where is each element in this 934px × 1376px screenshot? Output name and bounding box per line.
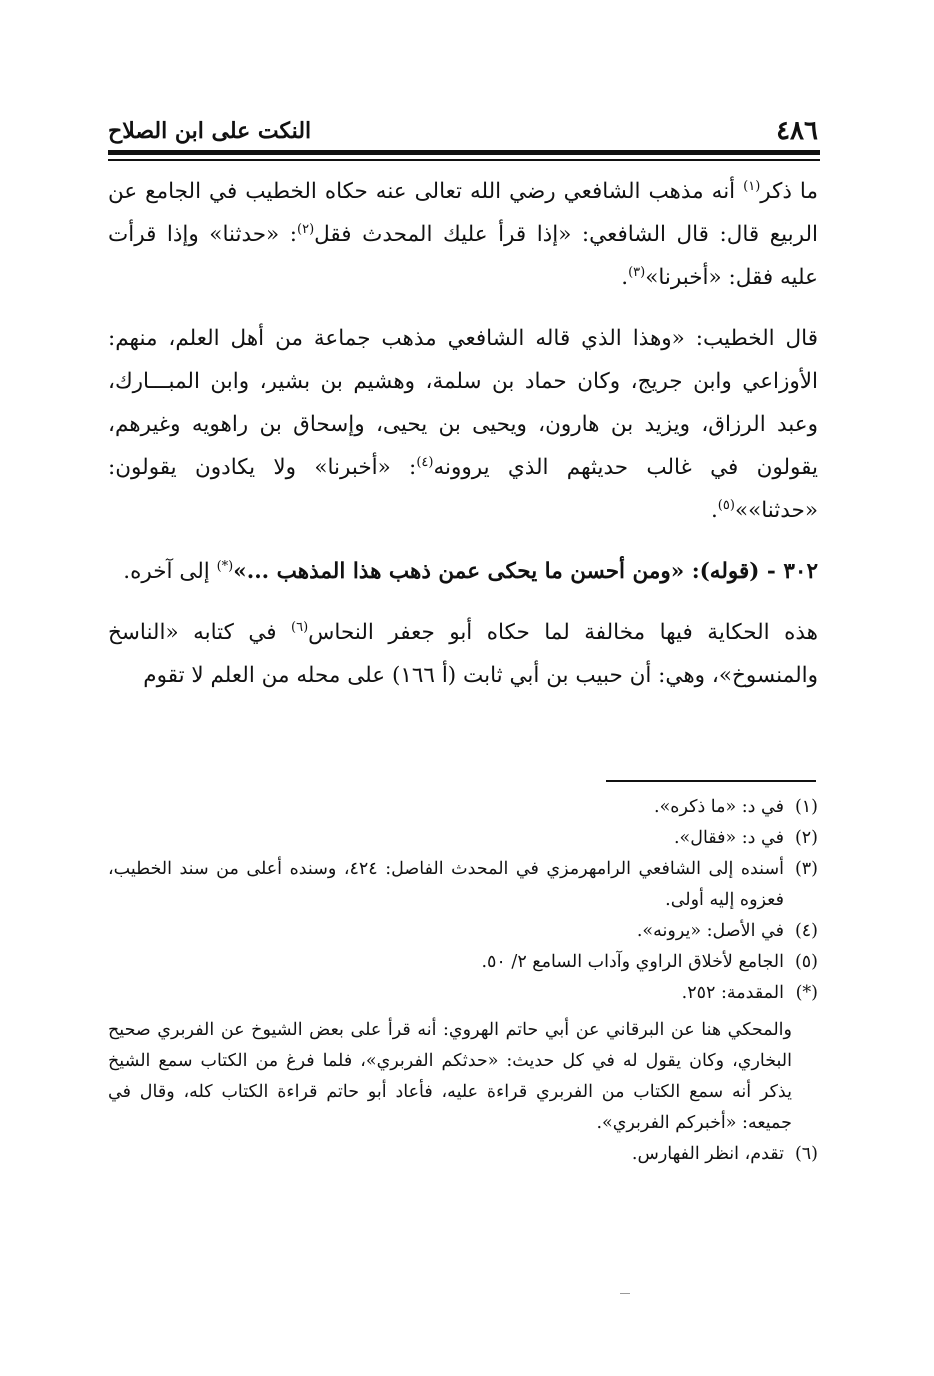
footnote-ref: (*) [216,558,234,574]
text-run: أنه مذهب الشافعي رضي الله تعالى عنه حكاه الخطيب في الجامع عن الربيع قال: قال الشافعي: «إذا قرأ عليك المحدث فقل [108,179,818,247]
text-run: ما ذكر [760,179,818,204]
entry-number: ٣٠٢ [783,559,818,584]
footnote-text: الجامع لأخلاق الراوي وآداب السامع ٢/ ٥٠. [481,952,784,972]
main-text [108,170,818,715]
footnote-number: (١) [794,797,818,817]
footnote-text: في د: «فقال». [673,828,784,848]
footnote-number: (٥) [794,952,818,972]
header-rule-thin [108,159,820,161]
footnote-1 [108,792,818,823]
footnote-number: (٣) [794,859,818,879]
page-number: ٤٨٦ [776,116,818,146]
footnote-rule [606,780,816,782]
header-rule-thick [108,150,820,155]
footnote-number: (*) [795,983,818,1003]
footnote-number: (٦) [794,1144,818,1164]
text-run: قال الخطيب: «وهذا الذي قاله الشافعي مذهب جماعة من أهل العلم، منهم: الأوزاعي وابن جريج، وكان حماد بن سلمة، وهشيم بن بشير، وابن المبـــارك، وعبد الرزاق، ويزيد بن هارون، ويحيى بن يحيى، وإسحاق بن راهويه وغيرهم، يقولون في غالب حديثهم الذي يروونه [108,326,818,480]
footnote-ref: (٦) [291,619,309,635]
text-run: . [710,498,718,523]
footnote-text: في د: «ما ذكره». [654,797,784,817]
paragraph-4 [108,611,818,697]
footnote-5 [108,947,818,978]
footnote-star-continuation: والمحكي هنا عن البرقاني عن أبي حاتم الهروي: أنه قرأ على بعض الشيوخ عن الفربري صحيح البخاري، وكان يقول له في كل حديث: «حدثكم الفربري»، فلما فرغ من الكتاب سمع الشيخ يذكر أنه سمع الكتاب من الفربري قراءة عليه، فأعاد أبو حاتم قراءة الكتاب كله، وقال في جميعه: «أخبركم الفربري». [108,1020,792,1133]
footnote-ref: (١) [743,178,761,194]
paragraph-3-entry [108,550,818,593]
footnote-star [108,978,818,1009]
footnote-text: تقدم، انظر الفهارس. [631,1144,784,1164]
text-run: هذه الحكاية فيها مخالفة لما حكاه أبو جعفر النحاس [308,620,818,645]
footnote-text: أسنده إلى الشافعي الرامهرمزي في المحدث الفاصل: ٤٢٤، وسنده أعلى من سند الخطيب، فعزوه إليه أولى. [108,859,784,910]
footnote-text: في الأصل: «يرونه». [636,921,784,941]
footnote-4 [108,916,818,947]
text-run: إلى آخره. [123,559,217,584]
footnote-text: المقدمة: ٢٥٢. [681,983,784,1003]
footnote-ref: (٢) [297,221,315,237]
text-run: : «أخبرنا» ولا يكادون يقولون: «حدثنا»» [108,455,818,523]
footnote-3 [108,854,818,916]
scan-speck [620,1293,630,1294]
footnote-number: (٢) [794,828,818,848]
text-run: . [621,265,629,290]
paragraph-2 [108,317,818,532]
footnote-ref: (٤) [416,454,434,470]
footnote-number: (٤) [794,921,818,941]
entry-heading: - (قوله): «ومن أحسن ما يحكى عمن ذهب هذا المذهب ...» [233,559,784,584]
text-run: : «حدثنا» وإذا قرأت عليه فقل: «أخبرنا» [108,222,818,290]
paragraph-1 [108,170,818,299]
text-run: في كتابه «الناسخ والمنسوخ»، وهي: أن حبيب بن أبي ثابت (أ ١٦٦) على محله من العلم لا تقوم [108,620,818,688]
footnote-6 [108,1139,818,1170]
page-header [108,112,818,152]
running-title: النكت على ابن الصلاح [108,118,312,144]
footnote-2 [108,823,818,854]
footnotes [108,792,818,1170]
footnote-ref: (٣) [628,264,646,280]
footnote-ref: (٥) [717,497,735,513]
